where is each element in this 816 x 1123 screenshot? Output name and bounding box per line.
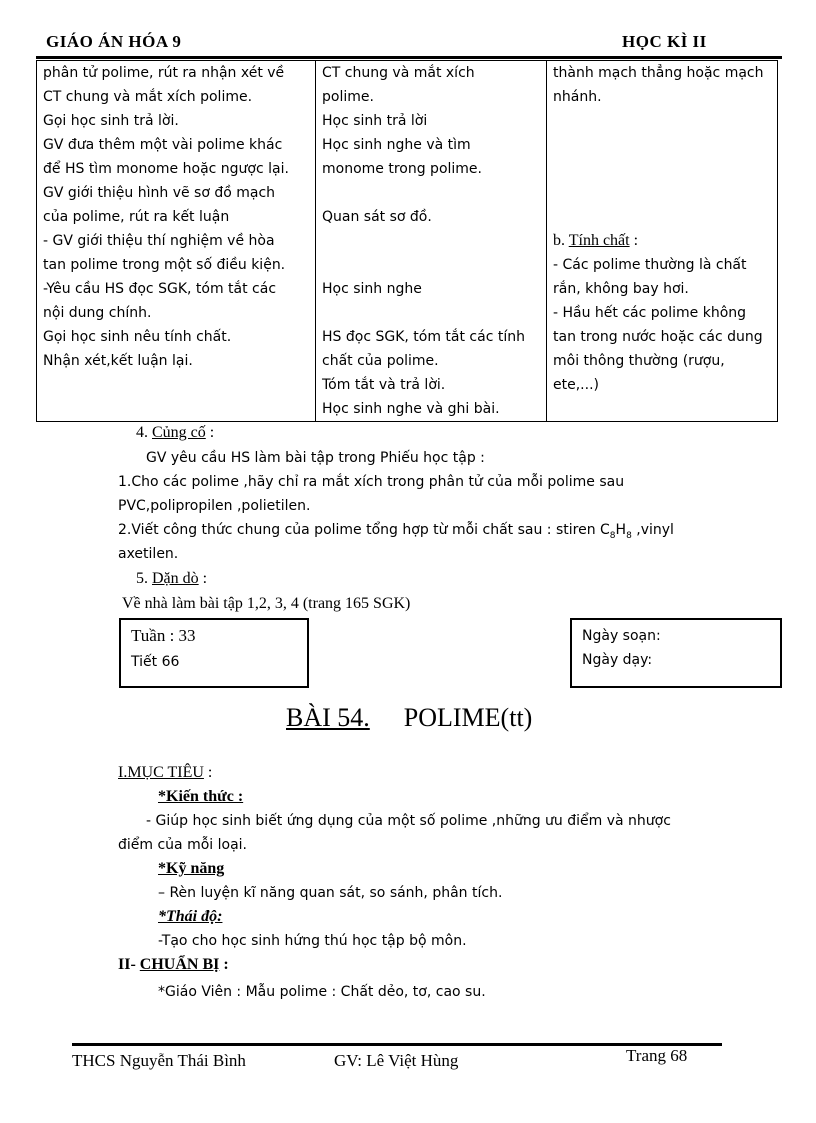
table-line: Học sinh nghe và tìm (322, 137, 471, 153)
subscript: 8 (609, 530, 616, 541)
table-line: rắn, không bay hơi. (553, 281, 689, 297)
table-line (322, 253, 540, 277)
attitude-title-text: *Thái độ: (158, 908, 223, 925)
objectives-heading-text: I.MỤC TIÊU (118, 764, 204, 781)
table-line: GV đưa thêm một vài polime khác (43, 137, 283, 153)
table-line (322, 181, 540, 205)
preparation-heading (118, 956, 229, 974)
element-symbol: H (615, 522, 627, 538)
activity-table (36, 60, 778, 422)
teach-date-label: Ngày dạy: (582, 652, 653, 668)
teacher-column (37, 61, 316, 422)
table-line: Nhận xét,kết luận lại. (43, 353, 193, 369)
objectives-heading (118, 764, 212, 782)
table-line: Học sinh nghe (322, 281, 422, 297)
heading-prefix: b. (553, 232, 569, 249)
section-dando-heading (136, 570, 207, 588)
cungco-line: GV yêu cầu HS làm bài tập trong Phiếu học tập : (146, 450, 485, 466)
table-line: ete,...) (553, 377, 599, 393)
table-line: Học sinh nghe và ghi bài. (322, 401, 500, 417)
table-line (322, 301, 540, 325)
section-number: 5. (136, 570, 152, 587)
subscript: 8 (626, 530, 632, 541)
q2-suffix: ,vinyl (631, 522, 674, 538)
cungco-line: PVC,polipropilen ,polietilen. (118, 498, 311, 514)
cungco-line: axetilen. (118, 546, 179, 562)
table-line: CT chung và mắt xích (322, 65, 475, 81)
prep-suffix: : (219, 956, 229, 973)
table-line: Gọi học sinh nêu tính chất. (43, 329, 232, 345)
lesson-title (286, 703, 532, 733)
knowledge-title: *Kiến thức : (158, 788, 244, 805)
table-line: thành mạch thẳng hoặc mạch (553, 65, 764, 81)
footer-rule (72, 1043, 722, 1046)
homework-line: Về nhà làm bài tập 1,2, 3, 4 (trang 165 SGK) (122, 595, 411, 612)
properties-heading-text: Tính chất (568, 232, 630, 249)
table-line: tan polime trong một số điều kiện. (43, 257, 286, 273)
footer-page: Trang 68 (626, 1046, 688, 1065)
table-line: - GV giới thiệu thí nghiệm về hòa (43, 233, 275, 249)
prep-date-label: Ngày soạn: (582, 628, 661, 644)
table-line: - Hầu hết các polime không (553, 305, 747, 321)
section-title: Củng cố (152, 424, 206, 441)
attitude-line: -Tạo cho học sinh hứng thú học tập bộ môn. (158, 933, 467, 949)
knowledge-line: - Giúp học sinh biết ứng dụng của một số polime ,những ưu điểm và nhược (146, 813, 671, 829)
table-line: Học sinh trả lời (322, 113, 428, 129)
table-line: - Các polime thường là chất (553, 257, 747, 273)
heading-suffix: : (203, 764, 213, 781)
section-suffix: : (205, 424, 215, 441)
heading-suffix: : (629, 232, 639, 249)
lesson-number: BÀI 54. (286, 703, 370, 732)
table-line: phân tử polime, rút ra nhận xét về (43, 65, 285, 81)
date-box (570, 618, 782, 688)
cungco-question-2 (118, 522, 674, 541)
knowledge-line: điểm của mỗi loại. (118, 837, 247, 853)
table-line: nhánh. (553, 89, 602, 105)
cungco-line: 1.Cho các polime ,hãy chỉ ra mắt xích trong phân tử của mỗi polime sau (118, 474, 625, 490)
section-number: 4. (136, 424, 152, 441)
period-label: Tiết 66 (131, 654, 180, 670)
skills-title: *Kỹ năng (158, 860, 225, 877)
properties-heading (553, 229, 771, 253)
week-label: Tuần : 33 (131, 626, 196, 645)
table-line: HS đọc SGK, tóm tắt các tính (322, 329, 525, 345)
table-line: nội dung chính. (43, 305, 152, 321)
table-line: polime. (322, 89, 374, 105)
prep-heading-text: CHUẨN BỊ (139, 956, 220, 973)
table-line: -Yêu cầu HS đọc SGK, tóm tắt các (43, 281, 277, 297)
table-line: CT chung và mắt xích polime. (43, 89, 253, 105)
table-line: tan trong nước hoặc các dung (553, 329, 763, 345)
table-line: môi thông thường (rượu, (553, 353, 725, 369)
student-column (316, 61, 547, 422)
content-column (547, 61, 778, 422)
table-line: Tóm tắt và trả lời. (322, 377, 446, 393)
attitude-title (158, 908, 222, 926)
preparation-line: *Giáo Viên : Mẫu polime : Chất dẻo, tơ, cao su. (158, 984, 486, 1000)
table-line: monome trong polime. (322, 161, 482, 177)
section-cungco-heading (136, 424, 214, 442)
table-line (322, 229, 540, 253)
table-line: Quan sát sơ đồ. (322, 209, 432, 225)
q2-prefix: 2.Viết công thức chung của polime tổng hợp từ mỗi chất sau : stiren C (118, 522, 610, 538)
lesson-name: POLIME(tt) (403, 703, 533, 732)
table-line: để HS tìm monome hoặc ngược lại. (43, 161, 289, 177)
header-right: HỌC KÌ II (622, 32, 707, 51)
prep-prefix: II- (118, 956, 140, 973)
header-rule (36, 56, 782, 59)
header-left: GIÁO ÁN HÓA 9 (46, 32, 182, 51)
table-line: của polime, rút ra kết luận (43, 209, 230, 225)
table-line: Gọi học sinh trả lời. (43, 113, 179, 129)
spacer (553, 109, 771, 229)
footer-teacher: GV: Lê Việt Hùng (334, 1051, 459, 1070)
skills-line: – Rèn luyện kĩ năng quan sát, so sánh, phân tích. (158, 885, 503, 901)
table-line: GV giới thiệu hình vẽ sơ đồ mạch (43, 185, 276, 201)
section-suffix: : (198, 570, 208, 587)
section-title: Dặn dò (152, 570, 199, 587)
footer-school: THCS Nguyễn Thái Bình (72, 1051, 246, 1070)
week-box (119, 618, 309, 688)
table-line: chất của polime. (322, 353, 439, 369)
